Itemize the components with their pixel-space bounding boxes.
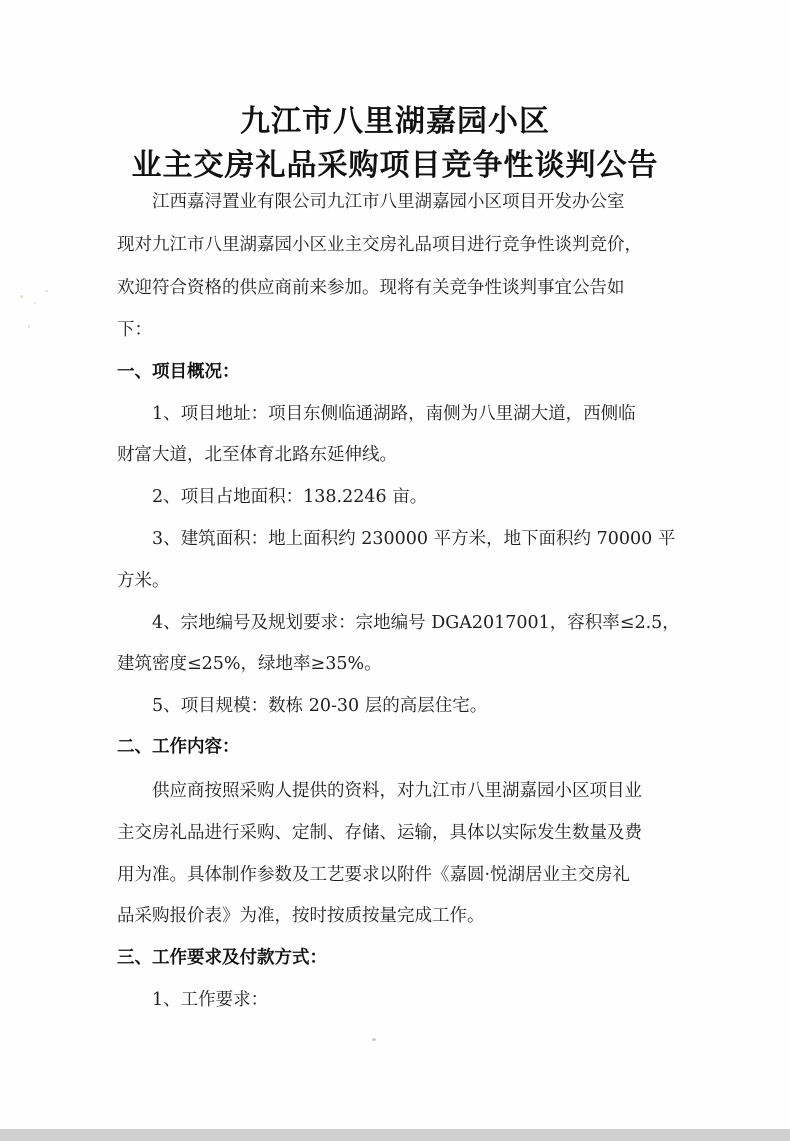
work-content-line-2: 主交房礼品进行采购、定制、存储、运输，具体以实际发生数量及费 — [117, 823, 642, 843]
intro-line-1: 江西嘉浔置业有限公司九江市八里湖嘉园小区项目开发办公室 — [152, 192, 625, 212]
intro-line-2: 现对九江市八里湖嘉园小区业主交房礼品项目进行竞争性谈判竞价， — [117, 235, 642, 255]
title-line-1: 九江市八里湖嘉园小区 — [240, 104, 550, 139]
section-heading-work-content: 二、工作内容： — [117, 737, 240, 757]
scan-speck — [45, 290, 48, 292]
work-content-line-1: 供应商按照采购人提供的资料，对九江市八里湖嘉园小区项目业 — [152, 781, 642, 801]
overview-line-4: 3、建筑面积：地上面积约 230000 平方米，地下面积约 70000 平 — [152, 529, 676, 549]
requirements-line-1: 1、工作要求： — [152, 990, 269, 1010]
scan-bottom-edge — [0, 1129, 790, 1141]
scan-speck — [20, 295, 23, 298]
title-line-2: 业主交房礼品采购项目竞争性谈判公告 — [131, 148, 659, 183]
overview-line-5: 方米。 — [117, 571, 170, 591]
overview-line-2: 财富大道，北至体育北路东延伸线。 — [117, 445, 397, 465]
work-content-line-4: 品采购报价表》为准，按时按质按量完成工作。 — [117, 906, 485, 926]
scan-speck — [34, 302, 36, 304]
scan-speck — [372, 1038, 376, 1041]
overview-line-8: 5、项目规模：数栋 20-30 层的高层住宅。 — [152, 696, 488, 716]
scan-speck — [28, 325, 30, 328]
overview-line-1: 1、项目地址：项目东侧临通湖路，南侧为八里湖大道，西侧临 — [152, 404, 636, 424]
overview-line-3: 2、项目占地面积：138.2246 亩。 — [152, 487, 428, 507]
overview-line-7: 建筑密度≤25%，绿地率≥35%。 — [117, 654, 382, 674]
overview-line-6: 4、宗地编号及规划要求：宗地编号 DGA2017001，容积率≤2.5， — [152, 613, 680, 633]
section-heading-requirements: 三、工作要求及付款方式： — [117, 948, 327, 968]
intro-line-4: 下： — [117, 320, 152, 340]
intro-line-3: 欢迎符合资格的供应商前来参加。现将有关竞争性谈判事宜公告如 — [117, 278, 625, 298]
section-heading-overview: 一、项目概况： — [117, 362, 240, 382]
work-content-line-3: 用为准。具体制作参数及工艺要求以附件《嘉圆·悦湖居业主交房礼 — [117, 865, 631, 885]
